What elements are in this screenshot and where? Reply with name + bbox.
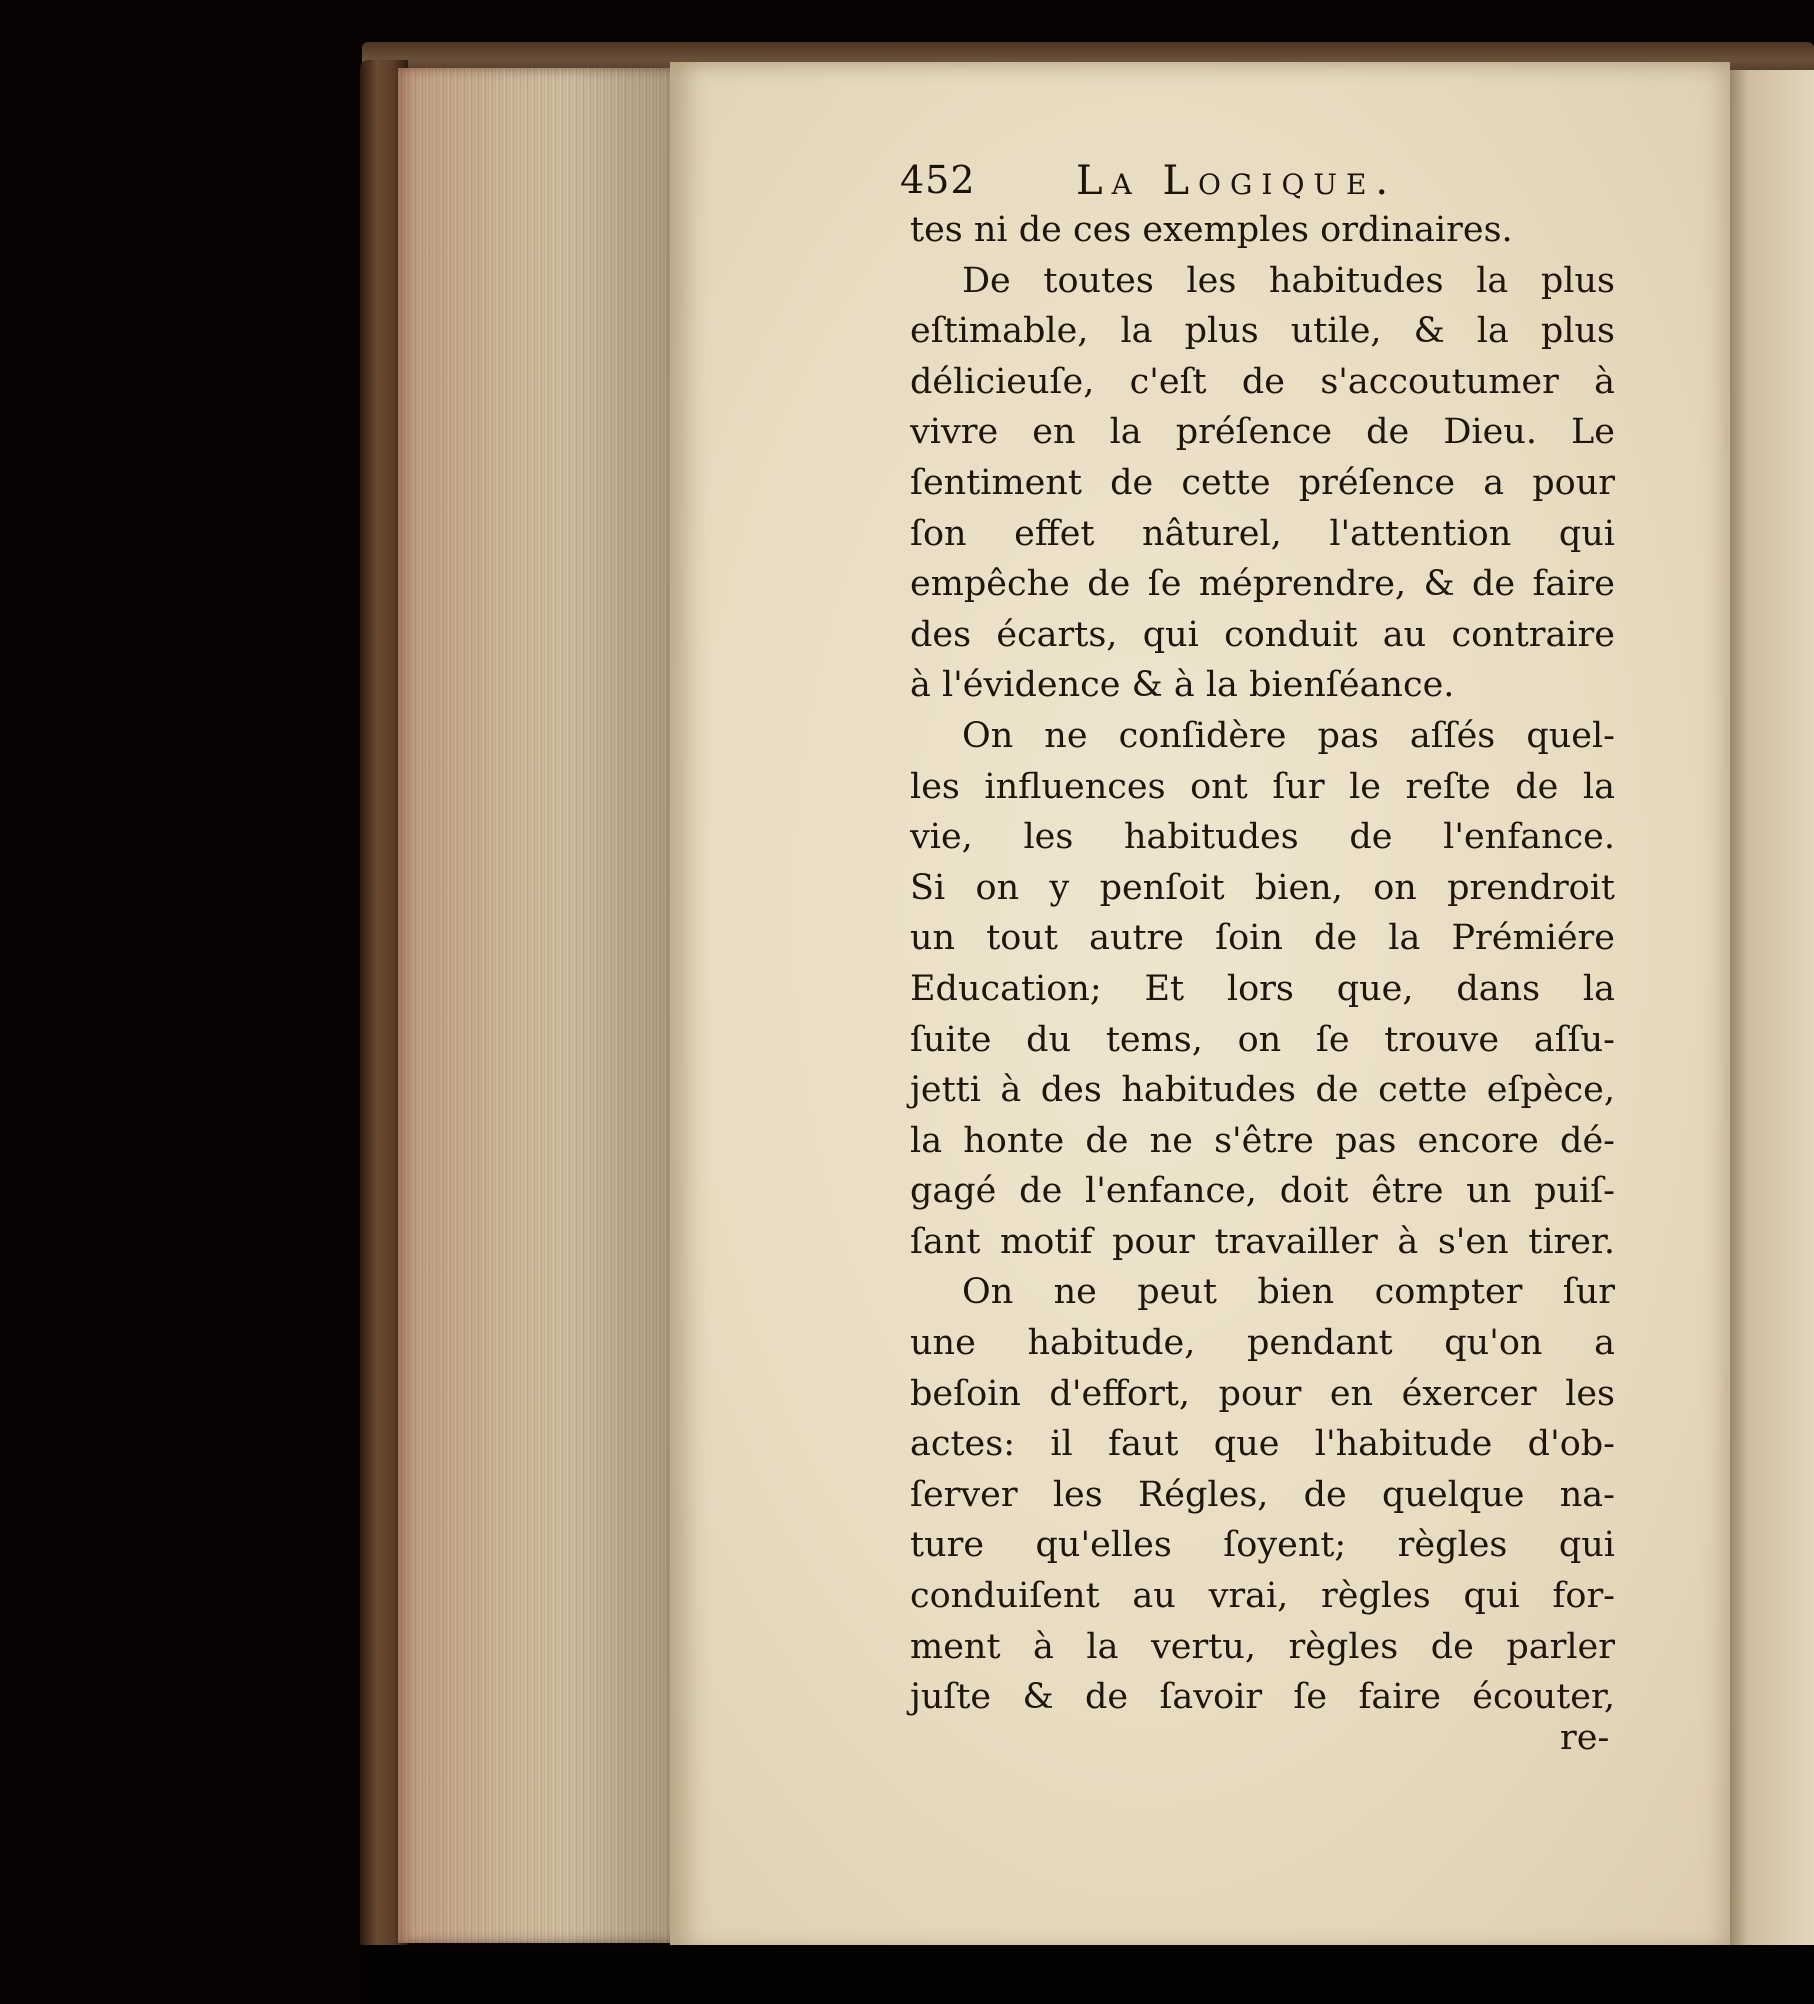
text-line: conduiſent au vrai, règles qui for- (910, 1576, 1615, 1617)
page-edges (398, 68, 680, 1943)
text-line: ſentiment de cette préſence a pour (910, 462, 1615, 503)
text-line: Si on y penſoit bien, on prendroit (910, 867, 1615, 908)
text-line: ſon effet nâturel, l'attention qui (910, 513, 1615, 554)
text-line: tes ni de ces exemples ordinaires. (910, 210, 1513, 250)
text-line: ſuite du tems, on ſe trouve aſſu- (910, 1019, 1615, 1060)
running-title: La Logique. (1076, 158, 1398, 204)
text-line: la honte de ne s'être pas encore dé- (910, 1120, 1615, 1161)
text-line: empêche de ſe méprendre, & de faire (910, 564, 1615, 605)
text-line: une habitude, pendant qu'on a (910, 1323, 1615, 1364)
text-line: un tout autre ſoin de la Prémiére (910, 918, 1615, 959)
page-number: 452 (900, 158, 976, 202)
text-line: délicieuſe, c'eſt de s'accoutumer à (910, 361, 1615, 402)
text-line: beſoin d'effort, pour en éxercer les (910, 1373, 1615, 1414)
text-line: les influences ont ſur le reſte de la (910, 766, 1615, 807)
text-line: des écarts, qui conduit au contraire (910, 614, 1615, 655)
catchword: re- (1560, 1718, 1610, 1758)
text-line: actes: il faut que l'habitude d'ob- (910, 1424, 1615, 1465)
text-line: ture qu'elles ſoyent; règles qui (910, 1525, 1615, 1566)
facing-page-edge (1726, 70, 1814, 1950)
text-line: De toutes les habitudes la plus (962, 260, 1615, 301)
text-line: ſant motif pour travailler à s'en tirer. (910, 1221, 1615, 1262)
text-line: vie, les habitudes de l'enfance. (910, 817, 1615, 858)
text-line: eſtimable, la plus utile, & la plus (910, 311, 1615, 352)
text-line: On ne conſidère pas aſſés quel- (962, 715, 1615, 756)
text-line: ſerver les Régles, de quelque na- (910, 1474, 1615, 1515)
body-text (910, 205, 1615, 1723)
text-line: On ne peut bien compter ſur (962, 1272, 1615, 1313)
bottom-shadow (360, 1945, 1814, 2004)
text-line: ment à la vertu, règles de parler (910, 1626, 1615, 1667)
text-line: jetti à des habitudes de cette eſpèce, (910, 1070, 1615, 1111)
text-line: Education; Et lors que, dans la (910, 968, 1615, 1009)
text-line: gagé de l'enfance, doit être un puiſ- (910, 1171, 1615, 1212)
text-line: juſte & de ſavoir ſe faire écouter, (910, 1677, 1615, 1718)
text-line: vivre en la préſence de Dieu. Le (910, 412, 1615, 453)
text-line: à l'évidence & à la bienſéance. (910, 665, 1455, 706)
